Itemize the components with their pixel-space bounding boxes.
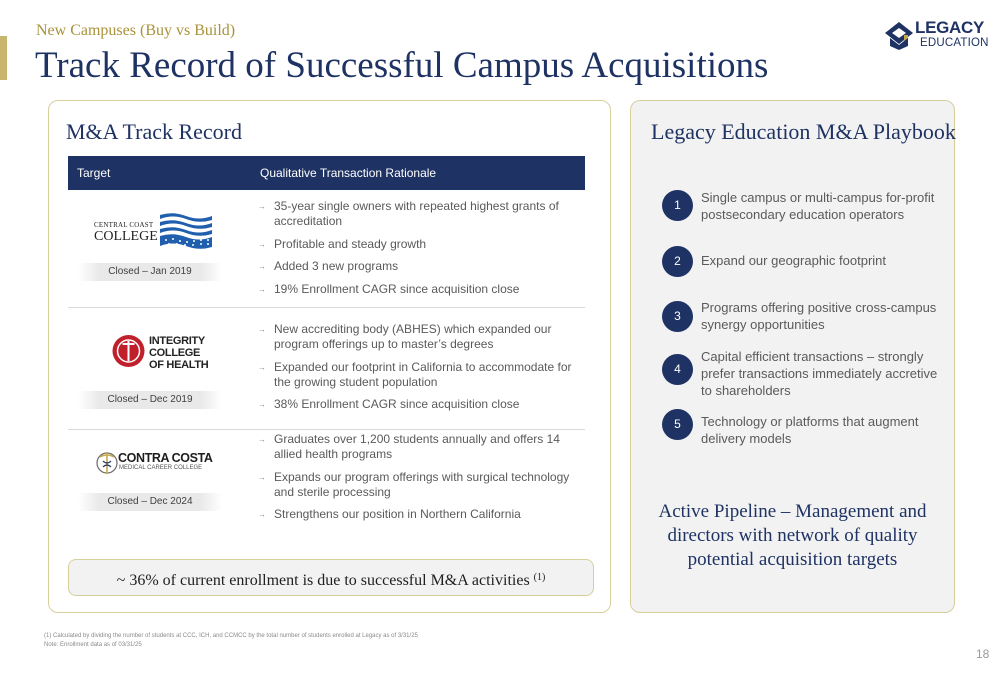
step-text: Technology or platforms that augment delivery models	[701, 414, 919, 446]
list-item: → Expands our program offerings with surgical technology and sterile processing	[258, 470, 578, 500]
page-number: 18	[976, 647, 990, 661]
list-item: → 19% Enrollment CAGR since acquisition close	[258, 282, 578, 297]
rationale-list-ich	[258, 322, 578, 420]
flag-icon	[160, 213, 212, 249]
legacy-education-logo	[884, 18, 989, 52]
step-number: 4	[662, 354, 693, 385]
column-header-target: Target	[77, 166, 111, 180]
step-number: 5	[662, 409, 693, 440]
caduceus-circle-icon	[112, 331, 145, 371]
playbook-heading: Legacy Education M&A Playbook	[651, 119, 956, 144]
step-number: 3	[662, 301, 693, 332]
ich-logo-text-3: OF HEALTH	[149, 359, 209, 371]
list-item: → 38% Enrollment CAGR since acquisition close	[258, 397, 578, 412]
callout-footnote-ref: (1)	[533, 572, 546, 583]
step-text: Expand our geographic footprint	[701, 253, 887, 268]
row-divider	[68, 429, 585, 430]
row-divider	[68, 307, 585, 308]
step-text: Capital efficient transactions – strongly prefer transactions immediately accretive to shareholders	[701, 349, 938, 398]
footnotes	[44, 632, 418, 650]
caduceus-icon	[96, 449, 118, 477]
closed-date-cc: Closed – Dec 2024	[78, 493, 222, 511]
cc-logo-small-text: MEDICAL CAREER COLLEGE	[119, 465, 203, 471]
step-text: Single campus or multi-campus for-profit postsecondary education operators	[701, 190, 935, 222]
footnote-1: (1) Calculated by dividing the number of students at CCC, ICH, and CCMCC by the total number of students enrolled at Legacy as of 3/31/25	[44, 633, 418, 639]
ccc-logo-small-text: CENTRAL COAST	[94, 221, 154, 229]
central-coast-college-logo	[94, 213, 218, 249]
list-item: → Profitable and steady growth	[258, 237, 578, 252]
step-text: Programs offering positive cross-campus synergy opportunities	[701, 300, 937, 332]
table-header	[68, 156, 585, 190]
list-item: → Expanded our footprint in California to accommodate for the growing student population	[258, 360, 578, 390]
accent-bar	[0, 36, 7, 80]
list-item: → Strengthens our position in Northern California	[258, 507, 578, 522]
step-number: 1	[662, 190, 693, 221]
enrollment-callout	[68, 559, 594, 596]
logo-text-legacy: LEGACY	[915, 18, 985, 37]
ich-logo-text-2: COLLEGE	[149, 347, 201, 359]
list-item: → Graduates over 1,200 students annually and offers 14 allied health programs	[258, 432, 578, 462]
rationale-list-ccc	[258, 199, 578, 304]
integrity-college-logo	[112, 331, 212, 373]
section-subtitle: New Campuses (Buy vs Build)	[36, 22, 236, 39]
step-number: 2	[662, 246, 693, 277]
cc-logo-large-text: CONTRA COSTA	[118, 451, 213, 465]
footnote-note: Note: Enrollment data as of 03/31/25	[44, 642, 142, 648]
list-item: → 35-year single owners with repeated highest grants of accreditation	[258, 199, 578, 229]
list-item: → Added 3 new programs	[258, 259, 578, 274]
ccc-logo-large-text: COLLEGE	[94, 229, 158, 244]
graduation-cap-icon	[884, 20, 914, 50]
logo-text-education: EDUCATION	[920, 37, 989, 49]
rationale-list-cc	[258, 432, 578, 530]
contra-costa-logo	[96, 449, 216, 479]
closed-date-ccc: Closed – Jan 2019	[78, 263, 222, 281]
track-record-heading: M&A Track Record	[66, 119, 242, 144]
active-pipeline-statement: Active Pipeline – Management and directors with network of quality potential acquisition targets	[658, 501, 927, 570]
list-item: → New accrediting body (ABHES) which expanded our program offerings up to master’s degrees	[258, 322, 578, 352]
ich-logo-text-1: INTEGRITY	[149, 335, 205, 347]
closed-date-ich: Closed – Dec 2019	[78, 391, 222, 409]
column-header-rationale: Qualitative Transaction Rationale	[260, 166, 437, 180]
page-title: Track Record of Successful Campus Acquisitions	[35, 45, 769, 86]
callout-text: ~ 36% of current enrollment is due to successful M&A activities	[116, 572, 530, 589]
